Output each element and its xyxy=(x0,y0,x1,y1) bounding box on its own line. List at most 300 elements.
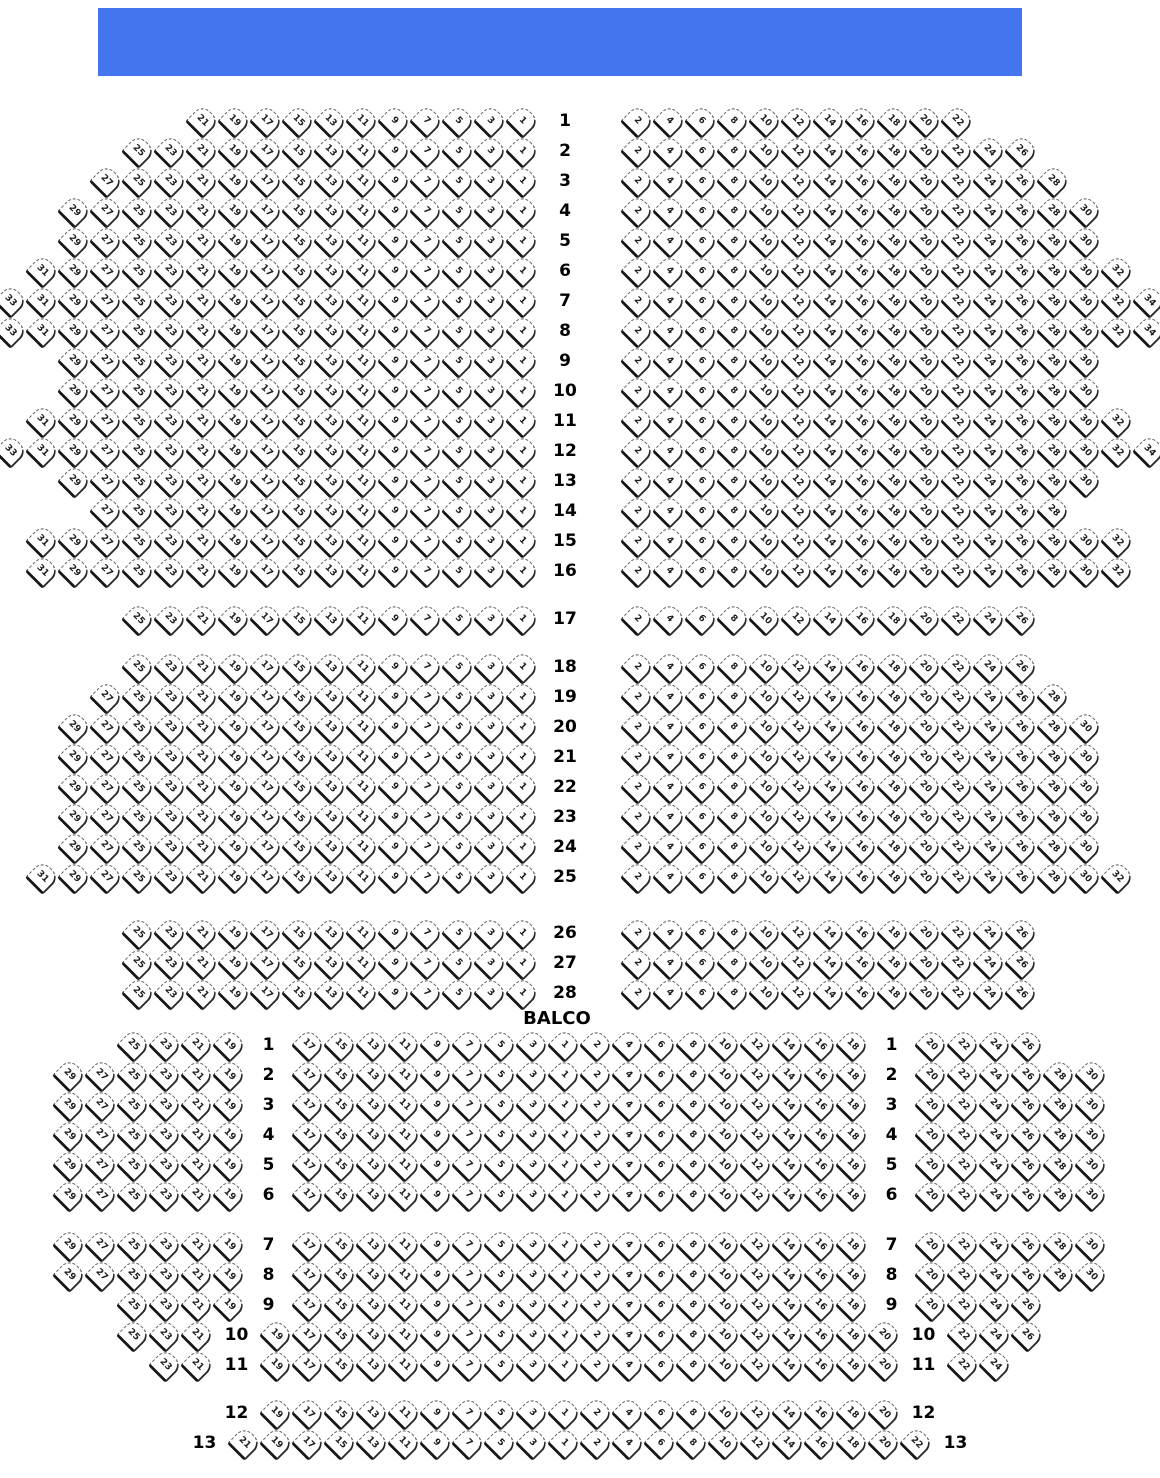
seat[interactable]: 17 xyxy=(249,829,284,864)
seat[interactable]: 16 xyxy=(844,493,879,528)
seat[interactable]: 2 xyxy=(620,163,655,198)
seat[interactable]: 12 xyxy=(780,103,815,138)
seat[interactable]: 15 xyxy=(322,1257,357,1292)
seat[interactable]: 21 xyxy=(179,1347,214,1382)
seat[interactable]: 17 xyxy=(249,493,284,528)
seat[interactable]: 20 xyxy=(908,915,943,950)
seat[interactable]: 14 xyxy=(812,133,847,168)
seat[interactable]: 6 xyxy=(684,945,719,980)
seat[interactable]: 11 xyxy=(345,163,380,198)
seat[interactable]: 2 xyxy=(578,1057,613,1092)
seat[interactable]: 23 xyxy=(153,829,188,864)
seat[interactable]: 26 xyxy=(1004,649,1039,684)
seat[interactable]: 6 xyxy=(642,1287,677,1322)
seat[interactable]: 21 xyxy=(185,975,220,1010)
seat[interactable]: 29 xyxy=(57,829,92,864)
seat[interactable]: 27 xyxy=(89,313,124,348)
seat[interactable]: 8 xyxy=(674,1117,709,1152)
seat[interactable]: 2 xyxy=(578,1317,613,1352)
seat[interactable]: 19 xyxy=(211,1087,246,1122)
seat[interactable]: 22 xyxy=(940,103,975,138)
seat[interactable]: 5 xyxy=(441,433,476,468)
seat[interactable]: 30 xyxy=(1068,223,1103,258)
seat[interactable]: 13 xyxy=(313,403,348,438)
seat[interactable]: 2 xyxy=(620,313,655,348)
seat[interactable]: 3 xyxy=(514,1117,549,1152)
seat[interactable]: 25 xyxy=(115,1027,150,1062)
seat[interactable]: 25 xyxy=(121,493,156,528)
seat[interactable]: 21 xyxy=(179,1227,214,1262)
seat[interactable]: 4 xyxy=(652,601,687,636)
seat[interactable]: 13 xyxy=(313,601,348,636)
seat[interactable]: 6 xyxy=(684,859,719,894)
seat[interactable]: 7 xyxy=(409,915,444,950)
seat[interactable]: 6 xyxy=(684,975,719,1010)
seat[interactable]: 30 xyxy=(1068,553,1103,588)
seat[interactable]: 14 xyxy=(812,193,847,228)
seat[interactable]: 18 xyxy=(876,915,911,950)
seat[interactable]: 3 xyxy=(514,1087,549,1122)
seat[interactable]: 11 xyxy=(345,739,380,774)
seat[interactable]: 12 xyxy=(738,1347,773,1382)
seat[interactable]: 5 xyxy=(441,373,476,408)
seat[interactable]: 21 xyxy=(185,433,220,468)
seat[interactable]: 6 xyxy=(684,283,719,318)
seat[interactable]: 5 xyxy=(482,1317,517,1352)
seat[interactable]: 11 xyxy=(345,223,380,258)
seat[interactable]: 23 xyxy=(153,945,188,980)
seat[interactable]: 24 xyxy=(972,343,1007,378)
seat[interactable]: 22 xyxy=(940,163,975,198)
seat[interactable]: 15 xyxy=(281,193,316,228)
seat[interactable]: 14 xyxy=(770,1395,805,1430)
seat[interactable]: 6 xyxy=(684,403,719,438)
seat[interactable]: 7 xyxy=(409,799,444,834)
seat[interactable]: 25 xyxy=(115,1057,150,1092)
seat[interactable]: 7 xyxy=(409,133,444,168)
seat[interactable]: 14 xyxy=(812,975,847,1010)
seat[interactable]: 2 xyxy=(620,679,655,714)
seat[interactable]: 22 xyxy=(940,945,975,980)
seat[interactable]: 10 xyxy=(706,1425,741,1460)
seat[interactable]: 27 xyxy=(89,373,124,408)
seat[interactable]: 6 xyxy=(642,1395,677,1430)
seat[interactable]: 2 xyxy=(620,649,655,684)
seat[interactable]: 18 xyxy=(834,1057,869,1092)
seat[interactable]: 15 xyxy=(322,1227,357,1262)
seat[interactable]: 15 xyxy=(281,283,316,318)
seat[interactable]: 14 xyxy=(812,945,847,980)
seat[interactable]: 29 xyxy=(57,433,92,468)
seat[interactable]: 8 xyxy=(716,163,751,198)
seat[interactable]: 19 xyxy=(217,463,252,498)
seat[interactable]: 16 xyxy=(802,1227,837,1262)
seat[interactable]: 21 xyxy=(185,739,220,774)
seat[interactable]: 17 xyxy=(290,1117,325,1152)
seat[interactable]: 29 xyxy=(57,523,92,558)
seat[interactable]: 3 xyxy=(473,313,508,348)
seat[interactable]: 3 xyxy=(473,859,508,894)
seat[interactable]: 6 xyxy=(684,463,719,498)
seat[interactable]: 2 xyxy=(620,915,655,950)
seat[interactable]: 15 xyxy=(281,373,316,408)
seat[interactable]: 20 xyxy=(908,829,943,864)
seat[interactable]: 9 xyxy=(377,433,412,468)
seat[interactable]: 24 xyxy=(972,193,1007,228)
seat[interactable]: 9 xyxy=(377,133,412,168)
seat[interactable]: 23 xyxy=(153,649,188,684)
seat[interactable]: 6 xyxy=(642,1227,677,1262)
seat[interactable]: 6 xyxy=(684,133,719,168)
seat[interactable]: 20 xyxy=(913,1087,948,1122)
seat[interactable]: 9 xyxy=(418,1117,453,1152)
seat[interactable]: 13 xyxy=(313,769,348,804)
seat[interactable]: 25 xyxy=(121,313,156,348)
seat[interactable]: 24 xyxy=(977,1087,1012,1122)
seat[interactable]: 24 xyxy=(972,709,1007,744)
seat[interactable]: 30 xyxy=(1068,463,1103,498)
seat[interactable]: 28 xyxy=(1036,679,1071,714)
seat[interactable]: 23 xyxy=(153,915,188,950)
seat[interactable]: 14 xyxy=(812,163,847,198)
seat[interactable]: 10 xyxy=(706,1347,741,1382)
seat[interactable]: 28 xyxy=(1036,553,1071,588)
seat[interactable]: 23 xyxy=(153,193,188,228)
seat[interactable]: 17 xyxy=(249,679,284,714)
seat[interactable]: 13 xyxy=(313,463,348,498)
seat[interactable]: 29 xyxy=(51,1227,86,1262)
seat[interactable]: 3 xyxy=(514,1057,549,1092)
seat[interactable]: 8 xyxy=(716,769,751,804)
seat[interactable]: 22 xyxy=(940,493,975,528)
seat[interactable]: 28 xyxy=(1036,739,1071,774)
seat[interactable]: 12 xyxy=(780,223,815,258)
seat[interactable]: 20 xyxy=(908,975,943,1010)
seat[interactable]: 3 xyxy=(514,1317,549,1352)
seat[interactable]: 24 xyxy=(972,523,1007,558)
seat[interactable]: 2 xyxy=(620,553,655,588)
seat[interactable]: 20 xyxy=(913,1117,948,1152)
seat[interactable]: 22 xyxy=(945,1117,980,1152)
seat[interactable]: 25 xyxy=(121,223,156,258)
seat[interactable]: 4 xyxy=(652,553,687,588)
seat[interactable]: 12 xyxy=(780,283,815,318)
seat[interactable]: 3 xyxy=(473,553,508,588)
seat[interactable]: 25 xyxy=(115,1317,150,1352)
seat[interactable]: 14 xyxy=(812,769,847,804)
seat[interactable]: 24 xyxy=(972,799,1007,834)
seat[interactable]: 2 xyxy=(578,1147,613,1182)
seat[interactable]: 10 xyxy=(748,133,783,168)
seat[interactable]: 10 xyxy=(706,1147,741,1182)
seat[interactable]: 6 xyxy=(642,1257,677,1292)
seat[interactable]: 7 xyxy=(409,193,444,228)
seat[interactable]: 21 xyxy=(179,1177,214,1212)
seat[interactable]: 12 xyxy=(738,1227,773,1262)
seat[interactable]: 23 xyxy=(153,859,188,894)
seat[interactable]: 9 xyxy=(377,403,412,438)
seat[interactable]: 31 xyxy=(25,433,60,468)
seat[interactable]: 11 xyxy=(386,1287,421,1322)
seat[interactable]: 22 xyxy=(945,1147,980,1182)
seat[interactable]: 18 xyxy=(876,679,911,714)
seat[interactable]: 27 xyxy=(89,553,124,588)
seat[interactable]: 2 xyxy=(620,343,655,378)
seat[interactable]: 9 xyxy=(377,829,412,864)
seat[interactable]: 4 xyxy=(610,1287,645,1322)
seat[interactable]: 20 xyxy=(908,133,943,168)
seat[interactable]: 21 xyxy=(179,1027,214,1062)
seat[interactable]: 24 xyxy=(972,283,1007,318)
seat[interactable]: 5 xyxy=(482,1395,517,1430)
seat[interactable]: 9 xyxy=(418,1317,453,1352)
seat[interactable]: 2 xyxy=(620,133,655,168)
seat[interactable]: 26 xyxy=(1004,373,1039,408)
seat[interactable]: 14 xyxy=(770,1177,805,1212)
seat[interactable]: 18 xyxy=(876,403,911,438)
seat[interactable]: 28 xyxy=(1036,523,1071,558)
seat[interactable]: 13 xyxy=(313,223,348,258)
seat[interactable]: 4 xyxy=(652,223,687,258)
seat[interactable]: 21 xyxy=(185,163,220,198)
seat[interactable]: 32 xyxy=(1100,859,1135,894)
seat[interactable]: 5 xyxy=(441,975,476,1010)
seat[interactable]: 29 xyxy=(57,373,92,408)
seat[interactable]: 8 xyxy=(716,283,751,318)
seat[interactable]: 9 xyxy=(377,945,412,980)
seat[interactable]: 2 xyxy=(620,601,655,636)
seat[interactable]: 16 xyxy=(844,283,879,318)
seat[interactable]: 9 xyxy=(377,553,412,588)
seat[interactable]: 6 xyxy=(642,1117,677,1152)
seat[interactable]: 3 xyxy=(473,709,508,744)
seat[interactable]: 4 xyxy=(610,1395,645,1430)
seat[interactable]: 26 xyxy=(1004,553,1039,588)
seat[interactable]: 26 xyxy=(1004,915,1039,950)
seat[interactable]: 21 xyxy=(185,133,220,168)
seat[interactable]: 15 xyxy=(281,649,316,684)
seat[interactable]: 17 xyxy=(249,433,284,468)
seat[interactable]: 25 xyxy=(121,601,156,636)
seat[interactable]: 4 xyxy=(610,1347,645,1382)
seat[interactable]: 27 xyxy=(89,709,124,744)
seat[interactable]: 24 xyxy=(972,679,1007,714)
seat[interactable]: 24 xyxy=(972,463,1007,498)
seat[interactable]: 2 xyxy=(620,739,655,774)
seat[interactable]: 26 xyxy=(1009,1227,1044,1262)
seat[interactable]: 17 xyxy=(249,373,284,408)
seat[interactable]: 15 xyxy=(281,433,316,468)
seat[interactable]: 34 xyxy=(1132,433,1160,468)
seat[interactable]: 4 xyxy=(652,193,687,228)
seat[interactable]: 23 xyxy=(153,313,188,348)
seat[interactable]: 23 xyxy=(153,601,188,636)
seat[interactable]: 5 xyxy=(441,679,476,714)
seat[interactable]: 17 xyxy=(249,163,284,198)
seat[interactable]: 21 xyxy=(185,769,220,804)
seat[interactable]: 23 xyxy=(147,1347,182,1382)
seat[interactable]: 30 xyxy=(1068,313,1103,348)
seat[interactable]: 26 xyxy=(1004,463,1039,498)
seat[interactable]: 18 xyxy=(876,493,911,528)
seat[interactable]: 26 xyxy=(1004,133,1039,168)
seat[interactable]: 21 xyxy=(179,1117,214,1152)
seat[interactable]: 14 xyxy=(770,1027,805,1062)
seat[interactable]: 9 xyxy=(377,163,412,198)
seat[interactable]: 20 xyxy=(908,343,943,378)
seat[interactable]: 1 xyxy=(546,1027,581,1062)
seat[interactable]: 29 xyxy=(51,1057,86,1092)
seat[interactable]: 13 xyxy=(313,133,348,168)
seat[interactable]: 11 xyxy=(345,799,380,834)
seat[interactable]: 1 xyxy=(505,649,540,684)
seat[interactable]: 19 xyxy=(211,1027,246,1062)
seat[interactable]: 6 xyxy=(684,601,719,636)
seat[interactable]: 25 xyxy=(121,163,156,198)
seat[interactable]: 8 xyxy=(674,1347,709,1382)
seat[interactable]: 14 xyxy=(812,709,847,744)
seat[interactable]: 16 xyxy=(844,649,879,684)
seat[interactable]: 6 xyxy=(684,313,719,348)
seat[interactable]: 12 xyxy=(780,679,815,714)
seat[interactable]: 13 xyxy=(354,1027,389,1062)
seat[interactable]: 19 xyxy=(211,1147,246,1182)
seat[interactable]: 10 xyxy=(748,709,783,744)
seat[interactable]: 30 xyxy=(1073,1147,1108,1182)
seat[interactable]: 5 xyxy=(441,193,476,228)
seat[interactable]: 32 xyxy=(1100,553,1135,588)
seat[interactable]: 7 xyxy=(409,343,444,378)
seat[interactable]: 10 xyxy=(706,1087,741,1122)
seat[interactable]: 1 xyxy=(546,1257,581,1292)
seat[interactable]: 21 xyxy=(185,193,220,228)
seat[interactable]: 2 xyxy=(620,829,655,864)
seat[interactable]: 18 xyxy=(876,859,911,894)
seat[interactable]: 31 xyxy=(25,553,60,588)
seat[interactable]: 1 xyxy=(505,975,540,1010)
seat[interactable]: 6 xyxy=(684,343,719,378)
seat[interactable]: 5 xyxy=(441,313,476,348)
seat[interactable]: 10 xyxy=(748,193,783,228)
seat[interactable]: 25 xyxy=(115,1147,150,1182)
seat[interactable]: 11 xyxy=(386,1117,421,1152)
seat[interactable]: 19 xyxy=(217,601,252,636)
seat[interactable]: 13 xyxy=(313,103,348,138)
seat[interactable]: 17 xyxy=(249,945,284,980)
seat[interactable]: 15 xyxy=(281,709,316,744)
seat[interactable]: 21 xyxy=(179,1257,214,1292)
seat[interactable]: 28 xyxy=(1036,709,1071,744)
seat[interactable]: 19 xyxy=(217,103,252,138)
seat[interactable]: 19 xyxy=(211,1287,246,1322)
seat[interactable]: 8 xyxy=(716,709,751,744)
seat[interactable]: 18 xyxy=(876,343,911,378)
seat[interactable]: 13 xyxy=(354,1087,389,1122)
seat[interactable]: 18 xyxy=(876,373,911,408)
seat[interactable]: 6 xyxy=(684,829,719,864)
seat[interactable]: 4 xyxy=(652,373,687,408)
seat[interactable]: 1 xyxy=(546,1177,581,1212)
seat[interactable]: 11 xyxy=(386,1395,421,1430)
seat[interactable]: 4 xyxy=(652,859,687,894)
seat[interactable]: 2 xyxy=(578,1347,613,1382)
seat[interactable]: 4 xyxy=(652,433,687,468)
seat[interactable]: 1 xyxy=(546,1287,581,1322)
seat[interactable]: 22 xyxy=(940,799,975,834)
seat[interactable]: 1 xyxy=(546,1057,581,1092)
seat[interactable]: 13 xyxy=(313,649,348,684)
seat[interactable]: 12 xyxy=(780,133,815,168)
seat[interactable]: 4 xyxy=(610,1227,645,1262)
seat[interactable]: 26 xyxy=(1004,945,1039,980)
seat[interactable]: 27 xyxy=(83,1057,118,1092)
seat[interactable]: 5 xyxy=(482,1227,517,1262)
seat[interactable]: 18 xyxy=(834,1177,869,1212)
seat[interactable]: 10 xyxy=(748,223,783,258)
seat[interactable]: 19 xyxy=(217,433,252,468)
seat[interactable]: 23 xyxy=(153,553,188,588)
seat[interactable]: 14 xyxy=(770,1317,805,1352)
seat[interactable]: 23 xyxy=(153,709,188,744)
seat[interactable]: 8 xyxy=(674,1057,709,1092)
seat[interactable]: 2 xyxy=(620,463,655,498)
seat[interactable]: 16 xyxy=(844,163,879,198)
seat[interactable]: 24 xyxy=(972,433,1007,468)
seat[interactable]: 15 xyxy=(281,523,316,558)
seat[interactable]: 6 xyxy=(684,799,719,834)
seat[interactable]: 16 xyxy=(802,1425,837,1460)
seat[interactable]: 7 xyxy=(450,1257,485,1292)
seat[interactable]: 12 xyxy=(780,313,815,348)
seat[interactable]: 28 xyxy=(1036,829,1071,864)
seat[interactable]: 20 xyxy=(908,679,943,714)
seat[interactable]: 15 xyxy=(281,133,316,168)
seat[interactable]: 12 xyxy=(780,163,815,198)
seat[interactable]: 13 xyxy=(354,1117,389,1152)
seat[interactable]: 5 xyxy=(441,493,476,528)
seat[interactable]: 29 xyxy=(57,193,92,228)
seat[interactable]: 16 xyxy=(802,1087,837,1122)
seat[interactable]: 1 xyxy=(505,283,540,318)
seat[interactable]: 12 xyxy=(780,403,815,438)
seat[interactable]: 30 xyxy=(1068,769,1103,804)
seat[interactable]: 3 xyxy=(473,373,508,408)
seat[interactable]: 9 xyxy=(377,975,412,1010)
seat[interactable]: 25 xyxy=(121,553,156,588)
seat[interactable]: 2 xyxy=(620,373,655,408)
seat[interactable]: 5 xyxy=(441,915,476,950)
seat[interactable]: 7 xyxy=(409,975,444,1010)
seat[interactable]: 25 xyxy=(115,1257,150,1292)
seat[interactable]: 17 xyxy=(249,463,284,498)
seat[interactable]: 21 xyxy=(185,223,220,258)
seat[interactable]: 18 xyxy=(876,163,911,198)
seat[interactable]: 25 xyxy=(121,649,156,684)
seat[interactable]: 17 xyxy=(249,915,284,950)
seat[interactable]: 6 xyxy=(684,103,719,138)
seat[interactable]: 5 xyxy=(441,523,476,558)
seat[interactable]: 27 xyxy=(83,1227,118,1262)
seat[interactable]: 2 xyxy=(620,799,655,834)
seat[interactable]: 12 xyxy=(780,945,815,980)
seat[interactable]: 31 xyxy=(25,313,60,348)
seat[interactable]: 12 xyxy=(738,1395,773,1430)
seat[interactable]: 9 xyxy=(377,223,412,258)
seat[interactable]: 4 xyxy=(652,523,687,558)
seat[interactable]: 8 xyxy=(674,1425,709,1460)
seat[interactable]: 6 xyxy=(684,679,719,714)
seat[interactable]: 16 xyxy=(844,253,879,288)
